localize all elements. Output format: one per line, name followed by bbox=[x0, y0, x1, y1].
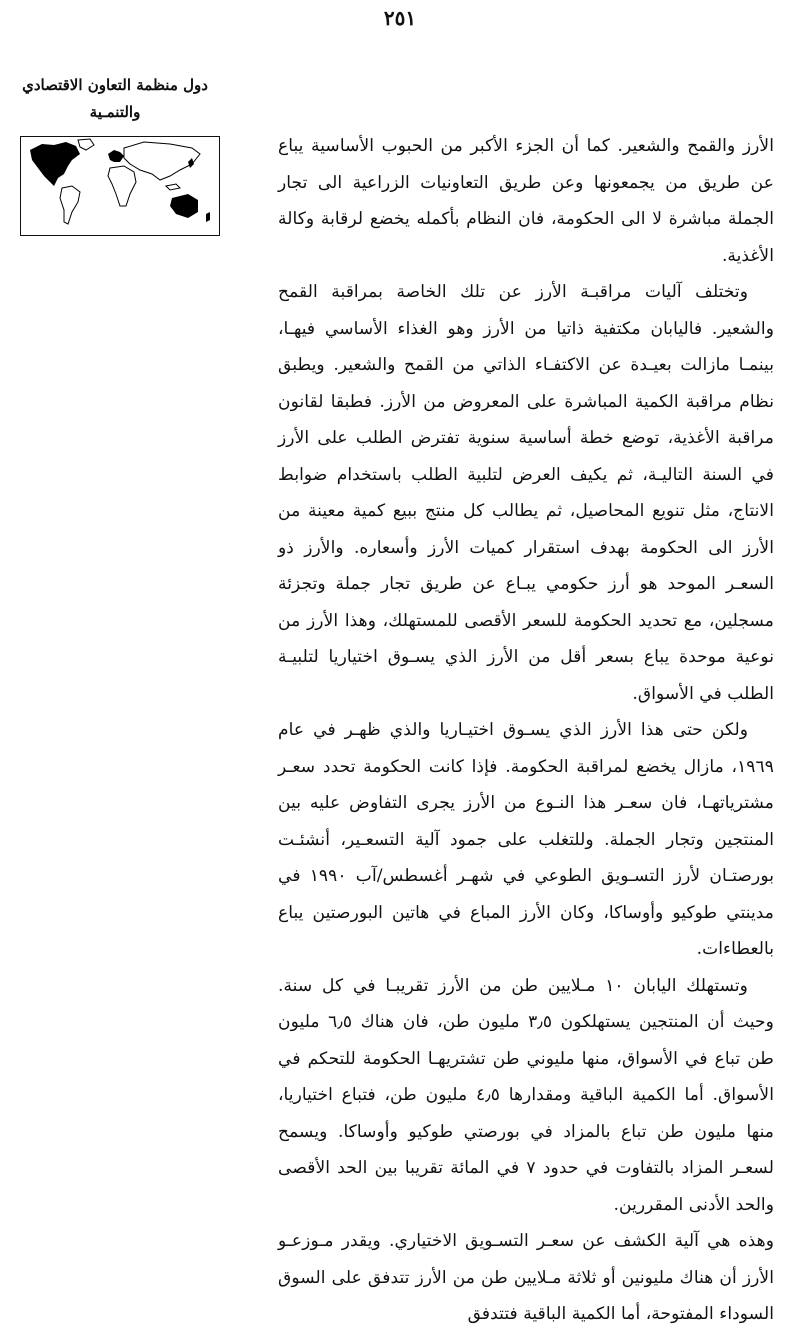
paragraph-1: الأرز والقمح والشعير. كما أن الجزء الأكبر من الحبوب الأساسية يباع عن طريق من يجمعونها وعن طريق التعاونيات الزراعية الى تجار الجملة مباشرة لا الى الحكومة، فان النظام بأكمله يخضع لرقابة وكالة الأغذية. bbox=[278, 136, 774, 266]
africa-shape bbox=[108, 166, 136, 206]
australia-shape bbox=[170, 194, 198, 218]
paragraph-2: وتختلف آليات مراقبـة الأرز عن تلك الخاصة بمراقبة القمح والشعير. فاليابان مكتفية ذاتيا من الأرز وهو الغذاء الأساسي فيهـا، بينمـا مازالت بعيـدة عن الاكتفـاء الذاتي من القمح والشعير. ويطبق نظام مراقبة الكمية المباشرة على المعروض من الأرز. فطبقا لقانون مراقبة الأغذية، توضع خطة أساسية سنوية تفترض الطلب على الأرز في السنة التاليـة، ثم يكيف العرض لتلبية الطلب باستخدام ضوابط الانتاج، مثل تنويع المحاصيل، ثم يطالب كل منتج ببيع كمية معينة من الأرز الى الحكومة بهدف استقرار كميات الأرز وأسعاره. والأرز ذو السعـر الموحد هو أرز حكومي يبـاع عن طريق تجار جملة وتجزئة مسجلين، مع تحديد الحكومة للسعر الأقصى للمستهلك، وهذا الأرز من نوعية موحدة يباع بسعر أقل من الأرز الذي يسـوق اختياريا لتلبيـة الطلب في الأسواق. bbox=[278, 282, 774, 704]
paragraph-4: وتستهلك اليابان ١٠ مـلايين طن من الأرز تقريبـا في كل سنة. وحيث أن المنتجين يستهلكون ٣٫٥ مليون طن، فان هناك ٦٫٥ مليون طن تباع في الأسواق، منها مليوني طن تشتريهـا الحكومة للتحكم في الأسواق. أما الكمية الباقية ومقدارها ٤٫٥ مليون طن، فتباع اختياريا، منها مليون طن تباع بالمزاد في بورصتي طوكيو وأوساكا. ويسمح لسعـر المزاد بالتفاوت في حدود ٧ في المائة تقريبا بين الحد الأقصى والحد الأدنى المقررين. bbox=[278, 975, 774, 1215]
southeast-asia-islands-shape bbox=[166, 184, 180, 190]
world-map-illustration bbox=[20, 136, 220, 236]
asia-shape bbox=[124, 142, 200, 180]
paragraph-3: ولكن حتى هذا الأرز الذي يسـوق اختيـاريا والذي ظهـر في عام ١٩٦٩، مازال يخضع لمراقبة الحكومة. فإذا كانت الحكومة تحدد سعـر مشترياتهـا، فان سعـر هذا النـوع من الأرز يجرى التفاوض عليه بين المنتجين وتجار الجملة. وللتغلب على جمود آلية التسعـير، أنشئـت بورصتـان لأرز التسـويق الطوعي في شهـر أغسطس/آب ١٩٩٠ في مدينتي طوكيو وأوساكا، وكان الأرز المباع في هاتين البورصتين يباع بالعطاءات. bbox=[278, 720, 774, 959]
greenland-shape bbox=[78, 139, 94, 150]
main-body-text bbox=[278, 128, 774, 1333]
paragraph-5: وهذه هي آلية الكشف عن سعـر التسـويق الاختياري. ويقدر مـوزعـو الأرز أن هناك مليونين أو ثلاثة مـلايين طن من الأرز تتدفق على السوق السوداء المفتوحة، أما الكمية الباقية فتتدفق bbox=[278, 1231, 774, 1324]
sidebar-caption bbox=[10, 72, 220, 236]
new-zealand-shape bbox=[206, 212, 210, 222]
page-number: ٢٥١ bbox=[383, 6, 417, 30]
sidebar-title-line-1: دول منظمة التعاون الاقتصادي bbox=[22, 76, 208, 94]
north-america-shape bbox=[30, 142, 80, 186]
sidebar-title-line-2: والتنمـية bbox=[89, 103, 141, 121]
europe-shape bbox=[108, 150, 124, 162]
south-america-shape bbox=[60, 186, 80, 224]
